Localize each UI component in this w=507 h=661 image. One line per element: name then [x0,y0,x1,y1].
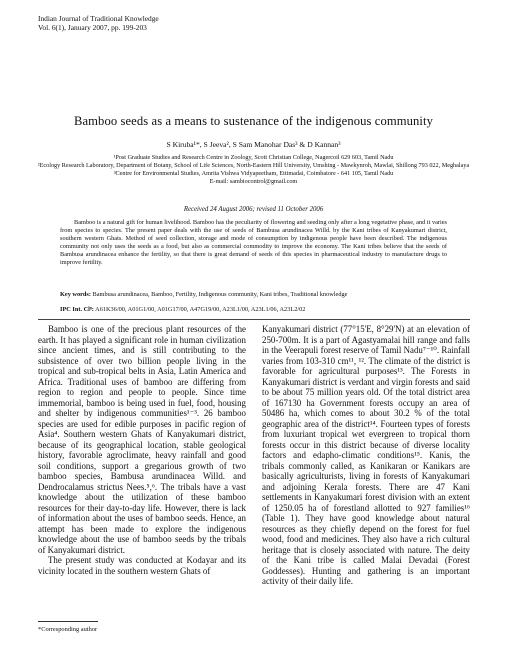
keywords-text: Bambusa arundinacea, Bamboo, Fertility, Indigenous community, Kani tribes, Traditional knowledge [92,291,348,298]
received-dates: Received 24 August 2006; revised 11 October 2006 [183,206,324,213]
body-column-right [262,324,470,661]
journal-header [38,14,159,32]
footnote-divider [38,621,98,622]
ipc-classification [60,306,460,313]
affiliation-1: ¹Post Graduate Studies and Research Centre in Zoology, Scott Christian College, Nagercoil 629 603, Tamil Nadu [113,154,394,161]
body-paragraph: Bamboo is one of the precious plant resources of the earth. It has played a significant role in human civilization since ancient times, and is still contributing to the subsistence of over two billion people living in the tropical and sub-tropical belts in Asia, Latin America and Africa. Traditional uses of bamboo are differing from region to region and people to people. Since time immemorial, bamboo is being used in fuel, food, housing and shelter by indigenous communities¹⁻³. 26 bamboo species are used for edible purposes in pacific region of Asia⁴. Southern western Ghats of Kanyakumari district, because of its geographical location, stable geological history, favorable agroclimate, heavy rainfall and good soil conditions, support a gregarious growth of two bamboo species, Bambusa arundinacea Willd. and Dendrocalamus strictus Nees.⁵,⁶. The tribals have a vast knowledge about the utilization of these bamboo resources for their day-to-day life. However, there is lack of information about the uses of bamboo seeds. Hence, an attempt has been made to explore the indigenous knowledge about the use of bamboo seeds by the tribals of Kanyakumari district. [38,324,246,555]
affiliations [30,154,477,186]
body-paragraph: Kanyakumari district (77°15'E, 8°29'N) at an elevation of 250-700m. It is a part of Agastyamalai hill range and falls in the Veerapuli forest reserve of Tamil Nadu⁷⁻¹⁰. Rainfall varies from 103-310 cm¹¹, ¹². The climate of the district is favorable for agricultural purposes¹³. The Forests in Kanyakumari district is verdant and virgin forests and said to be about 75 million years old. Of the total district area of 167130 ha Government forests occupy an area of 50486 ha, which comes to about 30.2 % of the total geographic area of the district¹⁴. Fourteen types of forests from luxuriant tropical wet evergreen to tropical thorn forests occur in this district because of diverse locality factors and edapho-climatic conditions¹⁵. Kanis, the tribals commonly called, as Kanikaran or Kanikars are basically agriculturists, living in forests of Kanyakumari and adjoining Kerala forests. There are 47 Kani settlements in Kanyakumari forest division with an extent of 1250.05 ha of forestland allotted to 927 families¹⁶ (Table 1). They have good knowledge about natural resources as they chiefly depend on the forest for fuel wood, food and medicines. They also have a rich cultural heritage that is closely associated with nature. The deity of the Kani tribe is called Malai Devadai (Forest Goddesses). Hunting and gathering is an important activity of their daily life. [262,324,470,586]
body-paragraph: The present study was conducted at Kodayar and its vicinity located in the southern western Ghats of [38,555,246,576]
journal-name: Indian Journal of Traditional Knowledge [38,14,159,23]
affiliation-2: ²Ecology Research Laboratory, Department of Botany, School of Life Sciences, North-Eastern Hill University, Umshing - Mawkynroh, Mawlai, Shillong 793 022, Meghalaya [37,162,470,169]
abstract: Bamboo is a natural gift for human livelihood. Bamboo has the peculiarity of flowering and seeding only after a long vegetative phase, and it varies from species to species. The present paper deals with the use of seeds of Bambusa arundinacea Willd. by the Kani tribes of Kanyakumari district, southern western Ghats. Method of seed collection, storage and mode of consumption by indigenous people have been described. The indigenous community not only uses the seeds as a food, but also as commercial commodity to improve the economy. The Kani tribes believe that the seeds of Bambusa arundinacea enhance the fertility, so that there is great demand of seeds of this species in pharmaceutical industry to manufacture drugs to improve fertility. [60,219,447,267]
journal-issue: Vol. 6(1), January 2007, pp. 199-203 [38,23,147,32]
article-title: Bamboo seeds as a means to sustenance of the indigenous community [73,114,434,128]
ipc-label: IPC Int. Cl⁸: [60,306,94,313]
keywords [60,291,460,298]
author-list: S Kiruba¹*, S Jeeva², S Sam Manohar Das³ & D Kannan³ [166,140,341,149]
header-divider [38,319,470,320]
keywords-label: Key words: [60,291,91,298]
corresponding-email: E-mail: sambiocontrol@gmail.com [209,178,298,185]
footnote: *Corresponding author [38,626,98,633]
affiliation-3: ³Centre for Environmental Studies, Amrita Vishwa Vidyapeetham, Ettimadai, Coimbatore - 641 105, Tamil Nadu [113,170,394,177]
body-column-left [38,324,246,616]
ipc-text: A61K36/00, A01G1/00, A01G17/00, A47G19/00, A23L1/00, A23L1/06, A23L2/02 [95,306,306,313]
